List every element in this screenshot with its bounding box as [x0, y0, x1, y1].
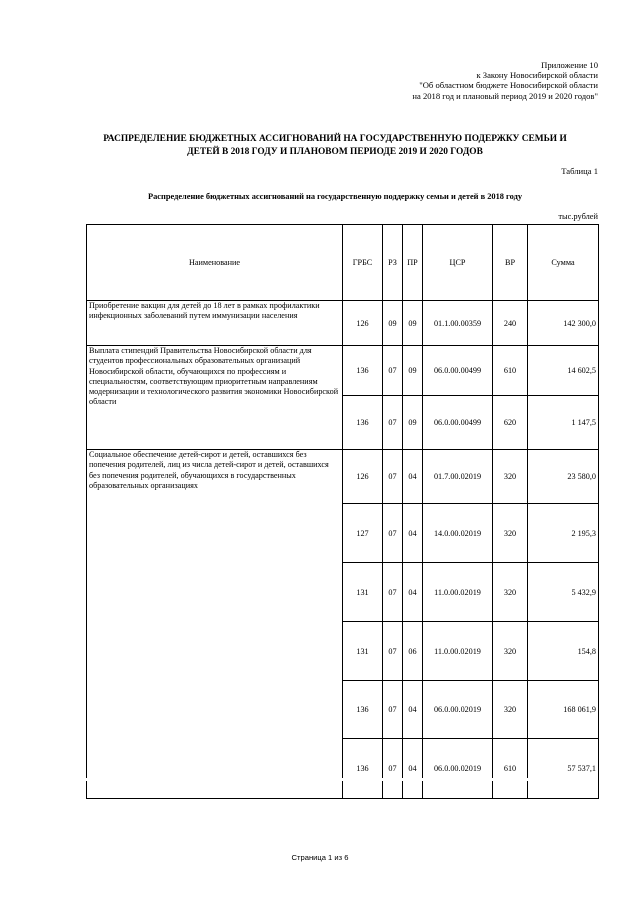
cell-csr: 11.0.00.02019 — [423, 622, 493, 681]
table-row — [87, 450, 599, 504]
header-pr: ПР — [403, 225, 423, 301]
cell-csr: 14.0.00.02019 — [423, 504, 493, 563]
cell-grbs: 126 — [343, 450, 383, 504]
cell-vr: 240 — [493, 301, 528, 346]
cell-rz: 07 — [383, 739, 403, 799]
cell-csr: 01.1.00.00359 — [423, 301, 493, 346]
table-cut-edge — [86, 778, 598, 781]
title-line: РАСПРЕДЕЛЕНИЕ БЮДЖЕТНЫХ АССИГНОВАНИЙ НА ГОСУДАРСТВЕННУЮ ПОДЕРЖКУ СЕМЬИ И — [103, 134, 567, 144]
cell-csr: 11.0.00.02019 — [423, 563, 493, 622]
cell-grbs: 136 — [343, 739, 383, 799]
table-label: Таблица 1 — [561, 166, 598, 176]
expense-name: Социальное обеспечение детей-сирот и детей, оставшихся без попечения родителей, лиц из числа детей-сирот и детей, оставшихся без попечения родителей, обучающихся в государственных образовательных организациях — [87, 450, 343, 799]
cell-csr: 01.7.00.02019 — [423, 450, 493, 504]
cell-pr: 04 — [403, 739, 423, 799]
cell-grbs: 136 — [343, 681, 383, 739]
cell-pr: 04 — [403, 450, 423, 504]
cell-vr: 610 — [493, 346, 528, 396]
cell-csr: 06.0.00.00499 — [423, 346, 493, 396]
cell-pr: 09 — [403, 396, 423, 450]
cell-sum: 168 061,9 — [528, 681, 599, 739]
cell-vr: 320 — [493, 563, 528, 622]
table-header-row — [87, 225, 599, 301]
appendix-line: на 2018 год и плановый период 2019 и 2020 годов" — [412, 90, 598, 101]
cell-pr: 09 — [403, 301, 423, 346]
cell-csr: 06.0.00.00499 — [423, 396, 493, 450]
cell-sum: 14 602,5 — [528, 346, 599, 396]
cell-vr: 620 — [493, 396, 528, 450]
header-csr: ЦСР — [423, 225, 493, 301]
cell-grbs: 127 — [343, 504, 383, 563]
header-vr: ВР — [493, 225, 528, 301]
table-subtitle: Распределение бюджетных ассигнований на государственную поддержку семьи и детей в 2018 году — [147, 192, 523, 201]
table-row — [87, 301, 599, 346]
cell-grbs: 126 — [343, 301, 383, 346]
cell-rz: 09 — [383, 301, 403, 346]
header-grbs: ГРБС — [343, 225, 383, 301]
header-sum: Сумма — [528, 225, 599, 301]
cell-rz: 07 — [383, 504, 403, 563]
cell-pr: 04 — [403, 563, 423, 622]
expense-name: Выплата стипендий Правительства Новосибирской области для студентов профессиональных образовательных организаций Новосибирской области, обучающихся по профессиям и специальностям, соответствующим приоритетным направлениям модернизации и технологического развития экономики Новосибирской области — [87, 346, 343, 450]
cell-rz: 07 — [383, 681, 403, 739]
cell-vr: 610 — [493, 739, 528, 799]
cell-rz: 07 — [383, 396, 403, 450]
budget-table — [86, 224, 599, 799]
cell-sum: 2 195,3 — [528, 504, 599, 563]
appendix-line: Приложение 10 — [541, 60, 598, 70]
cell-pr: 06 — [403, 622, 423, 681]
cell-rz: 07 — [383, 346, 403, 396]
cell-sum: 142 300,0 — [528, 301, 599, 346]
cell-pr: 04 — [403, 504, 423, 563]
cell-vr: 320 — [493, 504, 528, 563]
cell-vr: 320 — [493, 622, 528, 681]
cell-grbs: 131 — [343, 563, 383, 622]
cell-csr: 06.0.00.02019 — [423, 739, 493, 799]
cell-sum: 154,8 — [528, 622, 599, 681]
cell-rz: 07 — [383, 450, 403, 504]
cell-sum: 1 147,5 — [528, 396, 599, 450]
appendix-line: "Об областном бюджете Новосибирской области — [419, 80, 598, 91]
cell-csr: 06.0.00.02019 — [423, 681, 493, 739]
cell-grbs: 136 — [343, 396, 383, 450]
page-footer: Страница 1 из 6 — [291, 853, 349, 862]
cell-vr: 320 — [493, 681, 528, 739]
header-rz: РЗ — [383, 225, 403, 301]
cell-vr: 320 — [493, 450, 528, 504]
appendix-line: к Закону Новосибирской области — [476, 70, 598, 81]
cell-grbs: 131 — [343, 622, 383, 681]
cell-rz: 07 — [383, 563, 403, 622]
cell-pr: 04 — [403, 681, 423, 739]
cell-rz: 07 — [383, 622, 403, 681]
cell-pr: 09 — [403, 346, 423, 396]
expense-name: Приобретение вакцин для детей до 18 лет в рамках профилактики инфекционных заболеваний путем иммунизации населения — [87, 301, 343, 346]
table-row — [87, 346, 599, 396]
document-title — [60, 133, 610, 158]
appendix-note — [412, 60, 598, 101]
title-line: ДЕТЕЙ В 2018 ГОДУ И ПЛАНОВОМ ПЕРИОДЕ 2019 И 2020 ГОДОВ — [187, 146, 483, 157]
cell-grbs: 136 — [343, 346, 383, 396]
cell-sum: 57 537,1 — [528, 739, 599, 799]
units-label: тыс.рублей — [558, 212, 598, 221]
cell-sum: 5 432,9 — [528, 563, 599, 622]
header-name: Наименование — [87, 225, 343, 301]
cell-sum: 23 580,0 — [528, 450, 599, 504]
